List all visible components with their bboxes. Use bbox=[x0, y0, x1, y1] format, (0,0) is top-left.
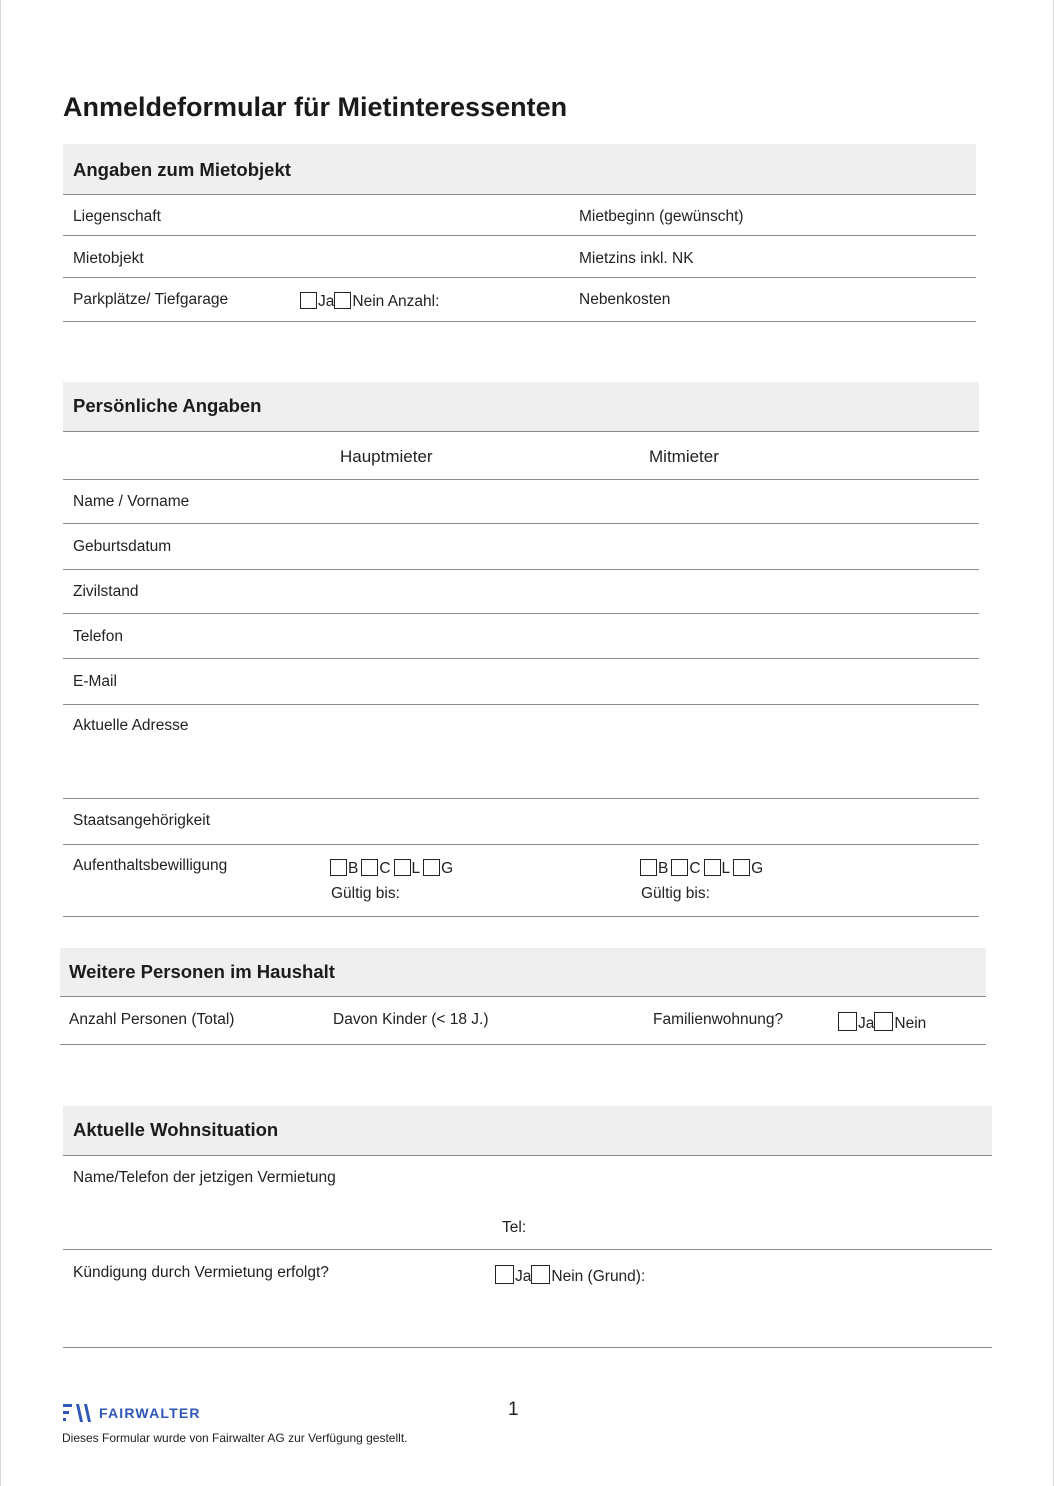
checkbox-permit-c[interactable] bbox=[671, 859, 688, 876]
option-label-l: L bbox=[721, 860, 731, 877]
field-label-vermietung: Name/Telefon der jetzigen Vermietung bbox=[73, 1169, 336, 1186]
section-header-wohnsituation bbox=[63, 1106, 992, 1156]
field-label-tel: Tel: bbox=[502, 1219, 527, 1236]
option-label-c: C bbox=[379, 860, 391, 877]
row-divider bbox=[63, 798, 979, 799]
checkbox-kuendigung-nein[interactable] bbox=[531, 1265, 550, 1284]
field-label-anzahl-personen: Anzahl Personen (Total) bbox=[69, 1011, 235, 1028]
field-label-mietobjekt: Mietobjekt bbox=[73, 250, 144, 267]
column-header-mitmieter: Mitmieter bbox=[649, 447, 719, 466]
field-label-liegenschaft: Liegenschaft bbox=[73, 208, 161, 225]
row-divider bbox=[63, 658, 979, 659]
checkbox-permit-g[interactable] bbox=[733, 859, 750, 876]
field-label-zivilstand: Zivilstand bbox=[73, 583, 139, 600]
valid-until-label-mitmieter: Gültig bis: bbox=[641, 885, 710, 902]
option-label-ja: Ja bbox=[858, 1015, 875, 1032]
field-label-telefon: Telefon bbox=[73, 628, 123, 645]
row-divider bbox=[63, 479, 979, 480]
field-label-nebenkosten: Nebenkosten bbox=[579, 291, 671, 308]
option-label-nein-grund: Nein (Grund): bbox=[551, 1268, 646, 1285]
brand-name: FAIRWALTER bbox=[99, 1405, 201, 1421]
page-number: 1 bbox=[508, 1399, 519, 1420]
field-label-kuendigung: Kündigung durch Vermietung erfolgt? bbox=[73, 1264, 329, 1281]
row-divider bbox=[63, 523, 979, 524]
row-divider bbox=[63, 569, 979, 570]
row-divider bbox=[63, 1347, 992, 1348]
option-label-c: C bbox=[689, 860, 701, 877]
section-header-mietobjekt bbox=[63, 144, 976, 195]
checkbox-kuendigung-ja[interactable] bbox=[495, 1265, 514, 1284]
row-divider bbox=[63, 321, 976, 322]
field-label-kinder: Davon Kinder (< 18 J.) bbox=[333, 1011, 489, 1028]
permit-options-mitmieter bbox=[640, 859, 763, 878]
section-title: Weitere Personen im Haushalt bbox=[69, 961, 335, 982]
checkbox-familie-ja[interactable] bbox=[838, 1012, 857, 1031]
field-label-parkplaetze: Parkplätze/ Tiefgarage bbox=[73, 291, 229, 308]
familienwohnung-options bbox=[838, 1012, 926, 1033]
option-label-l: L bbox=[411, 860, 421, 877]
option-label-b: B bbox=[658, 860, 669, 877]
checkbox-permit-g[interactable] bbox=[423, 859, 440, 876]
section-title: Persönliche Angaben bbox=[73, 395, 262, 416]
fairwalter-logo-icon bbox=[63, 1402, 95, 1424]
field-label-staatsangehoerigkeit: Staatsangehörigkeit bbox=[73, 812, 211, 829]
parking-options bbox=[300, 292, 439, 311]
field-label-aufenthaltsbewilligung: Aufenthaltsbewilligung bbox=[73, 857, 228, 874]
checkbox-parking-nein[interactable] bbox=[334, 292, 351, 309]
option-label-g: G bbox=[751, 860, 764, 877]
page-edge bbox=[0, 0, 1, 1486]
field-label-mietzins: Mietzins inkl. NK bbox=[579, 250, 694, 267]
option-label-nein: Nein bbox=[894, 1015, 927, 1032]
kuendigung-options bbox=[495, 1265, 645, 1286]
checkbox-permit-l[interactable] bbox=[394, 859, 411, 876]
option-label-nein-anzahl: Nein Anzahl: bbox=[352, 293, 440, 310]
footer-note: Dieses Formular wurde von Fairwalter AG zur Verfügung gestellt. bbox=[62, 1431, 408, 1445]
row-divider bbox=[63, 613, 979, 614]
field-label-email: E-Mail bbox=[73, 673, 117, 690]
option-label-ja: Ja bbox=[318, 293, 335, 310]
section-title: Aktuelle Wohnsituation bbox=[73, 1119, 279, 1140]
field-label-adresse: Aktuelle Adresse bbox=[73, 717, 189, 734]
fairwalter-logo bbox=[63, 1402, 201, 1424]
option-label-ja: Ja bbox=[515, 1268, 532, 1285]
section-header-persoenlich bbox=[63, 382, 979, 432]
checkbox-familie-nein[interactable] bbox=[874, 1012, 893, 1031]
checkbox-permit-b[interactable] bbox=[330, 859, 347, 876]
field-label-name: Name / Vorname bbox=[73, 493, 190, 510]
option-label-b: B bbox=[348, 860, 359, 877]
section-header-haushalt bbox=[60, 948, 986, 997]
valid-until-label-hauptmieter: Gültig bis: bbox=[331, 885, 400, 902]
field-label-familienwohnung: Familienwohnung? bbox=[653, 1011, 784, 1028]
checkbox-permit-c[interactable] bbox=[361, 859, 378, 876]
row-divider bbox=[63, 235, 976, 236]
row-divider bbox=[63, 844, 979, 845]
section-title: Angaben zum Mietobjekt bbox=[73, 159, 291, 180]
row-divider bbox=[63, 1249, 992, 1250]
row-divider bbox=[63, 277, 976, 278]
field-label-geburtsdatum: Geburtsdatum bbox=[73, 538, 172, 555]
checkbox-permit-l[interactable] bbox=[704, 859, 721, 876]
row-divider bbox=[63, 704, 979, 705]
field-label-mietbeginn: Mietbeginn (gewünscht) bbox=[579, 208, 744, 225]
permit-options-hauptmieter bbox=[330, 859, 453, 878]
column-header-hauptmieter: Hauptmieter bbox=[340, 447, 433, 466]
row-divider bbox=[60, 1044, 986, 1045]
checkbox-parking-ja[interactable] bbox=[300, 292, 317, 309]
checkbox-permit-b[interactable] bbox=[640, 859, 657, 876]
option-label-g: G bbox=[441, 860, 454, 877]
form-title: Anmeldeformular für Mietinteressenten bbox=[63, 92, 568, 122]
row-divider bbox=[63, 916, 979, 917]
